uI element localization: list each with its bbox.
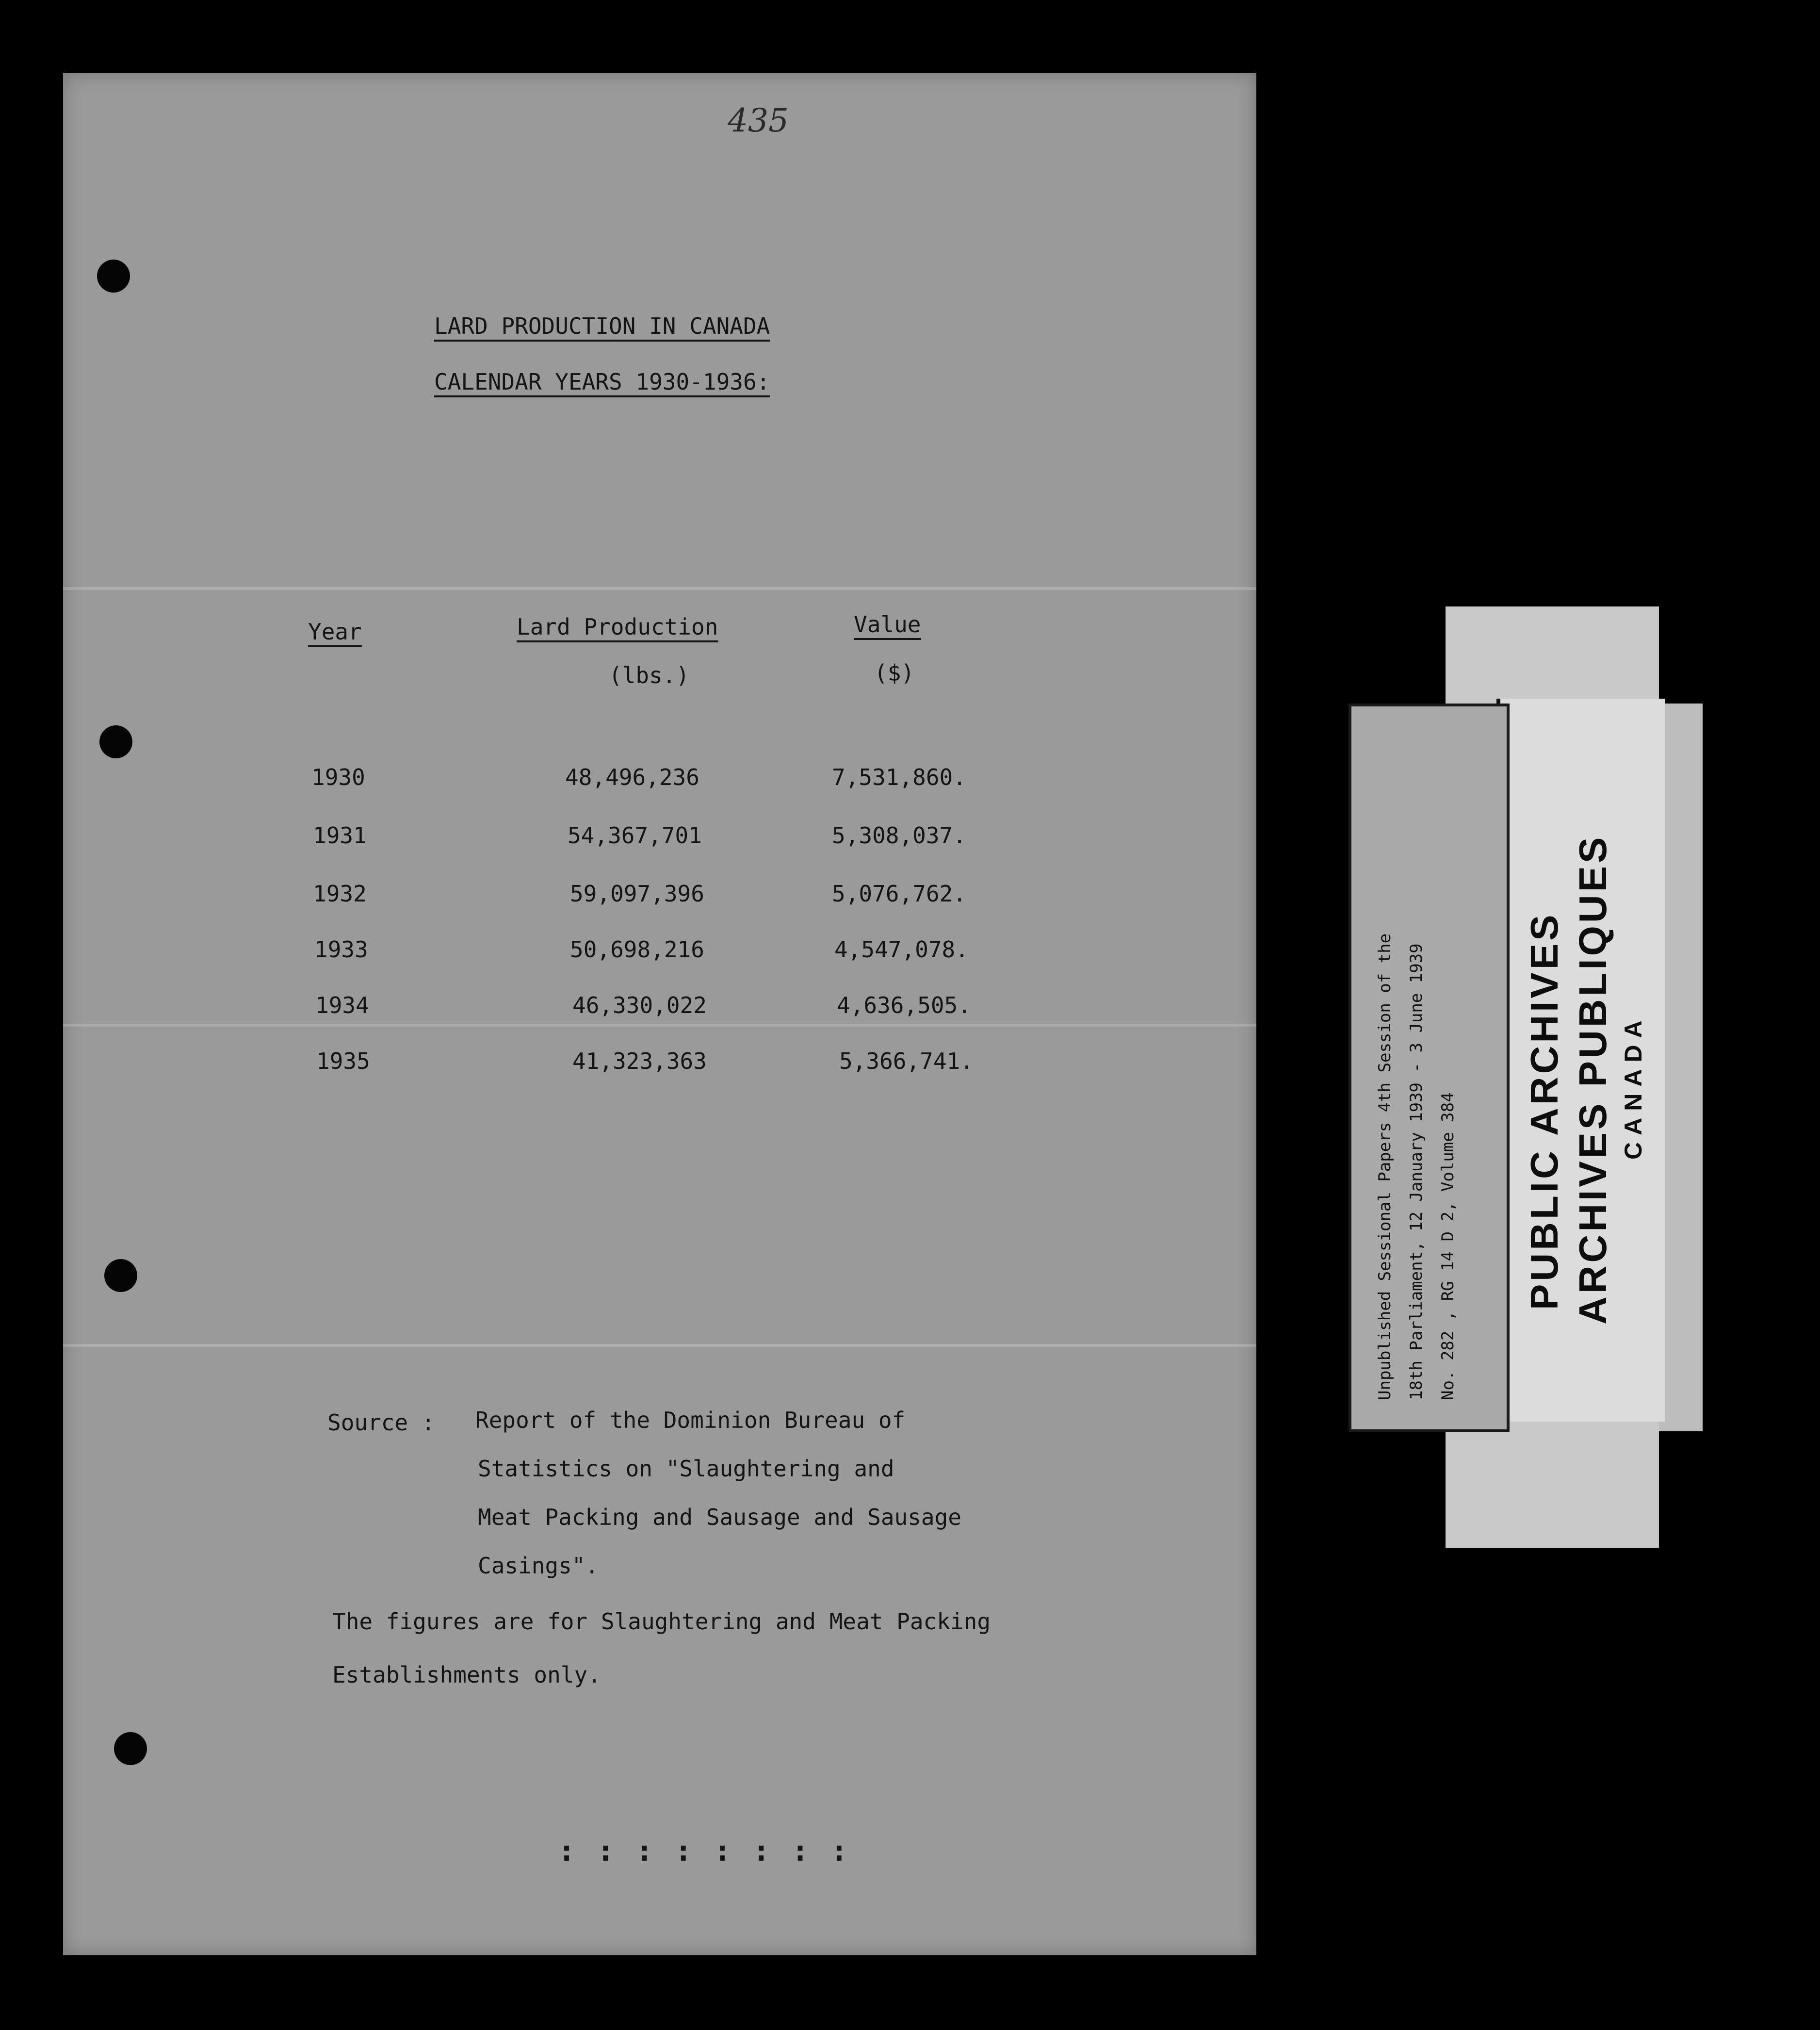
cell-year: 1931 bbox=[313, 822, 367, 849]
cell-production: 41,323,363 bbox=[572, 1048, 707, 1074]
cell-production: 59,097,396 bbox=[570, 881, 704, 907]
cell-value: 5,308,037. bbox=[832, 822, 966, 849]
cell-year: 1930 bbox=[311, 764, 365, 790]
cell-value: 4,547,078. bbox=[834, 936, 969, 963]
source-line: Meat Packing and Sausage and Sausage bbox=[478, 1504, 961, 1530]
sessional-line-2: 18th Parliament, 12 January 1939 - 3 June 1939 bbox=[1407, 943, 1426, 1400]
punch-hole bbox=[104, 1259, 137, 1292]
label-archives-publiques: ARCHIVES PUBLIQUES bbox=[1571, 834, 1614, 1325]
cell-production: 46,330,022 bbox=[572, 992, 707, 1018]
header-value-unit: ($) bbox=[874, 660, 915, 686]
title-line-1: LARD PRODUCTION IN CANADA bbox=[434, 313, 770, 339]
cell-year: 1935 bbox=[316, 1048, 370, 1074]
table-row bbox=[63, 992, 1256, 1026]
table-row bbox=[63, 936, 1256, 970]
label-canada: CANADA bbox=[1620, 1014, 1647, 1160]
punch-hole bbox=[99, 725, 132, 758]
sessional-line-3: No. 282 , RG 14 D 2, Volume 384 bbox=[1438, 1092, 1458, 1400]
header-production-unit: (lbs.) bbox=[609, 662, 690, 688]
end-marks: : : : : : : : : bbox=[558, 1834, 850, 1868]
cell-year: 1934 bbox=[315, 992, 369, 1018]
sessional-line-1: Unpublished Sessional Papers 4th Session of the bbox=[1375, 933, 1395, 1400]
archive-page-number: 435 bbox=[728, 102, 789, 139]
cell-production: 54,367,701 bbox=[568, 822, 702, 849]
header-value: Value bbox=[854, 611, 921, 638]
header-year: Year bbox=[308, 619, 362, 645]
table-row bbox=[63, 764, 1256, 798]
document-page bbox=[63, 73, 1256, 1955]
punch-hole bbox=[97, 260, 130, 293]
title-line-2: CALENDAR YEARS 1930-1936: bbox=[434, 369, 770, 395]
punch-hole bbox=[114, 1732, 147, 1765]
archive-tag-label bbox=[1496, 699, 1665, 1422]
cell-production: 50,698,216 bbox=[570, 936, 704, 963]
header-lard-production: Lard Production bbox=[517, 614, 718, 640]
cell-year: 1932 bbox=[313, 881, 367, 907]
cell-value: 7,531,860. bbox=[832, 764, 966, 790]
archive-sessional-card bbox=[1349, 704, 1510, 1432]
source-line: Statistics on "Slaughtering and bbox=[478, 1456, 894, 1482]
cell-value: 4,636,505. bbox=[837, 992, 971, 1018]
note-line: Establishments only. bbox=[332, 1662, 601, 1688]
cell-year: 1933 bbox=[314, 936, 368, 963]
archive-tag-edge bbox=[1659, 704, 1703, 1431]
source-line: Casings". bbox=[478, 1553, 599, 1579]
cell-value: 5,366,741. bbox=[839, 1048, 974, 1074]
source-line: Report of the Dominion Bureau of bbox=[475, 1407, 906, 1433]
table-row bbox=[63, 1048, 1256, 1082]
label-public-archives: PUBLIC ARCHIVES bbox=[1523, 912, 1566, 1310]
page-fold bbox=[63, 1344, 1256, 1347]
page-fold bbox=[63, 587, 1256, 590]
source-label: Source : bbox=[327, 1409, 435, 1436]
table-row bbox=[63, 822, 1256, 856]
cell-value: 5,076,762. bbox=[832, 881, 966, 907]
note-line: The figures are for Slaughtering and Meat Packing bbox=[332, 1608, 991, 1635]
cell-production: 48,496,236 bbox=[565, 764, 699, 790]
table-row bbox=[63, 881, 1256, 915]
